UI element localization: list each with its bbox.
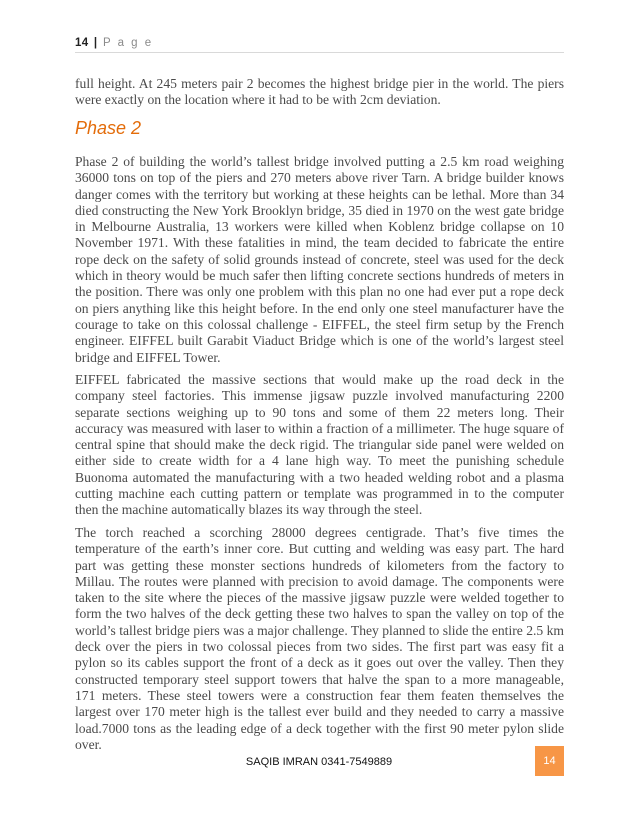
header-separator: | xyxy=(93,37,98,49)
paragraph-eiffel-fabrication: EIFFEL fabricated the massive sections that would make up the road deck in the company steel factories. This immense jigsaw puzzle involved manufacturing 2200 separate sections weighing up to 90 tons and some of them 22 meters long. Their accuracy was measured with laser to within a fraction of a millimeter. The huge square of central spine that should make the deck rigid. The triangular side panel were welded on either side to create width for a 4 lane high way. To meet the punishing schedule Buonoma automated the manufacturing with a two headed welding robot and a plasma cutting machine each cutting pattern or template was programmed in to the computer then the machine automatically blazes its way through the steel. xyxy=(75,372,564,518)
header-page-label: P a g e xyxy=(102,37,154,49)
paragraph-continuation: full height. At 245 meters pair 2 becomes the highest bridge pier in the world. The piers were exactly on the location where it had to be with 2cm deviation. xyxy=(75,76,564,108)
paragraph-phase2-intro: Phase 2 of building the world’s tallest bridge involved putting a 2.5 km road weighing 36000 tons on top of the piers and 270 meters above river Tarn. A bridge builder knows danger comes with the territory but working at these heights can be lethal. More than 34 died constructing the New York Brooklyn bridge, 35 died in 1970 on the west gate bridge in Melbourne Australia, 13 workers were killed when Koblenz bridge collapse on 10 November 1971. With these fatalities in mind, the team decided to fabricate the entire rope deck on the safety of solid grounds instead of concrete, steel was used for the deck which in theory would be much safer then lifting concrete sections hundreds of meters in the position. There was only one problem with this plan no one had ever put a rope deck on piers anything like this height before. In the end only one steel manufacturer have the courage to take on this colossal challenge - EIFFEL, the steel firm setup by the French engineer. EIFFEL built Garabit Viaduct Bridge which is one of the world’s largest steel bridge and EIFFEL Tower. xyxy=(75,154,564,365)
header-divider xyxy=(75,52,564,53)
page-header xyxy=(75,37,153,49)
footer-page-number-box: 14 xyxy=(535,746,564,776)
header-page-number: 14 xyxy=(75,37,89,49)
paragraph-torch-transport: The torch reached a scorching 28000 degrees centigrade. That’s five times the temperature of the earth’s inner core. But cutting and welding was easy part. The hard part was getting these monster sections hundreds of kilometers from the factory to Millau. The routes were planned with precision to avoid damage. The components were taken to the site where the pieces of the massive jigsaw puzzle were welded together to form the two halves of the deck getting these two halves to span the valley on top of the world’s tallest bridge piers was a major challenge. They planned to slide the entire 2.5 km deck over the piers in two colossal pieces from two sides. The first part was easy fit a pylon so its cables support the front of a deck as it goes out over the valley. Then they constructed temporary steel support towers that halve the span to a more manageable, 171 meters. These steel towers were a construction fear them featen themselves the largest over 170 meter high is the tallest ever build and they needed to carry a massive load.7000 tons as the leading edge of a deck together with the first 90 meter pylon slide over. xyxy=(75,525,564,752)
section-heading: Phase 2 xyxy=(75,118,142,138)
footer-author: SAQIB IMRAN 0341-7549889 xyxy=(245,756,393,768)
